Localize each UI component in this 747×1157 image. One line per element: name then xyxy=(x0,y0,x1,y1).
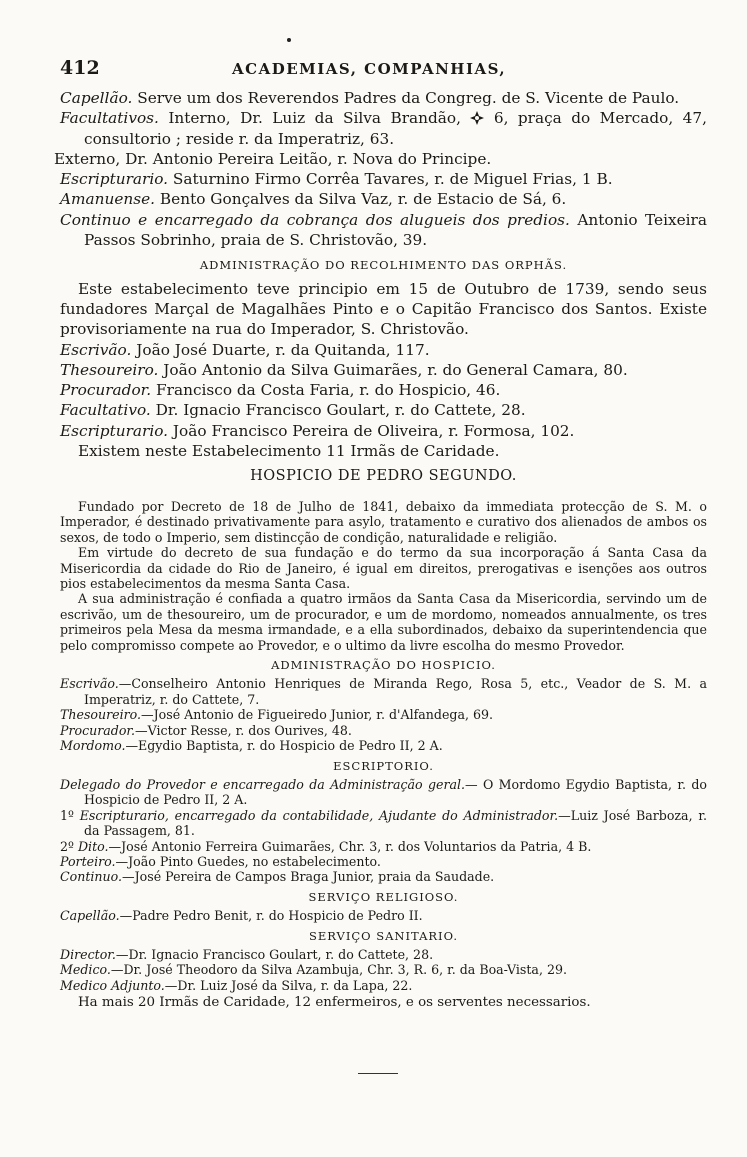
hospicio-title: HOSPICIO DE PEDRO SEGUNDO. xyxy=(250,468,517,485)
entry-text: Saturnino Firmo Corrêa Tavares, r. de Miguel Frias, 1 B. xyxy=(172,170,613,189)
sanitario-entry xyxy=(60,962,707,977)
entry-facultativo xyxy=(60,400,707,420)
entry-role: Procurador.— xyxy=(60,722,148,738)
entry-text: Antonio Teixeira Passos Sobrinho, praia de S. Christovão, 39. xyxy=(84,210,707,250)
entry-prefix: 2º xyxy=(60,838,74,854)
academia-section xyxy=(54,88,707,491)
order-emblem-icon xyxy=(470,111,484,125)
entry-continuo xyxy=(60,210,707,251)
entry-text: José Antonio de Figueiredo Junior, r. d'Alfandega, 69. xyxy=(153,707,493,723)
entry-text: Dr. Ignacio Francisco Goulart, r. do Cattete, 28. xyxy=(155,401,526,420)
entry-role: Dito.— xyxy=(77,838,122,854)
escriptorio-entry xyxy=(60,808,707,839)
entry-escrivao xyxy=(60,340,707,360)
section-heading: ESCRIPTORIO. xyxy=(333,758,434,773)
entry-text: Externo, Dr. Antonio Pereira Leitão, r. Nova do Principe. xyxy=(54,149,492,168)
entry-role: Facultativo. xyxy=(60,401,151,420)
entry-role: Medico.— xyxy=(60,962,124,978)
entry-text: — O Mordomo Egydio Baptista, r. do Hospicio de Pedro II, 2 A. xyxy=(84,776,707,808)
entry-role: Mordomo.— xyxy=(60,738,139,754)
entry-text: Padre Pedro Benit, r. do Hospicio de Pedro II. xyxy=(132,908,423,924)
entry-text: Conselheiro Antonio Henriques de Miranda Rego, Rosa 5, etc., Veador de S. M. a Imperatriz, r. do Cattete, 7. xyxy=(84,676,707,707)
entry-amanuense xyxy=(60,189,707,209)
entry-role: Continuo.— xyxy=(60,869,135,885)
entry-text: Interno, Dr. Luiz da Silva Brandão, xyxy=(168,109,461,128)
entry-capellao xyxy=(60,88,707,108)
entry-externo xyxy=(54,149,707,169)
page-number: 412 xyxy=(60,57,100,79)
escriptorio-entry xyxy=(60,869,707,884)
sanitario-entry xyxy=(60,978,707,993)
entry-escripturario xyxy=(60,169,707,189)
entry-role: Capellão. xyxy=(60,89,133,107)
entry-role: Director.— xyxy=(60,946,129,962)
entry-thesoureiro xyxy=(60,360,707,380)
entry-procurador xyxy=(60,380,707,400)
section-heading: ADMINISTRAÇÃO DO RECOLHIMENTO DAS ORPHÃS. xyxy=(199,258,568,273)
entry-role: Medico Adjunto.— xyxy=(60,977,178,993)
admin-entry xyxy=(60,676,707,707)
entry-text: Francisco da Costa Faria, r. do Hospicio, 46. xyxy=(156,381,501,400)
entry-text: José Pereira de Campos Braga Junior, praia da Saudade. xyxy=(134,869,495,885)
entry-text: Dr. Ignacio Francisco Goulart, r. do Cattete, 28. xyxy=(128,946,434,962)
entry-text: —Luiz José Barboza, r. da Passagem, 81. xyxy=(84,807,708,839)
entry-text: Dr. Luiz José da Silva, r. da Lapa, 22. xyxy=(177,977,413,993)
admin-entry xyxy=(60,738,707,753)
escriptorio-entry xyxy=(60,777,707,808)
entry-role: Escrivão. xyxy=(60,340,132,359)
sanitario-entry xyxy=(60,947,707,962)
entry-text: João Francisco Pereira de Oliveira, r. Formosa, 102. xyxy=(172,421,575,440)
entry-text: Dr. José Theodoro da Silva Azambuja, Chr. 3, R. 6, r. da Boa-Vista, 29. xyxy=(123,962,567,978)
entry-role: Thesoureiro. xyxy=(60,360,159,379)
entry-text: Victor Resse, r. dos Ourives, 48. xyxy=(147,722,352,738)
entry-text: Bento Gonçalves da Silva Vaz, r. de Estacio de Sá, 6. xyxy=(159,190,567,209)
religioso-entry xyxy=(60,908,707,923)
hospicio-paragraph: Fundado por Decreto de 18 de Julho de 1841, debaixo da immediata protecção de S. M. o Imperador, é destinado privativamente para asylo, tratamento e curativo dos alienados de ambos os sexos, de todo o Imperio, sem distincção de condição, naturalidade e religião. xyxy=(60,499,707,545)
entry-role: Thesoureiro.— xyxy=(60,707,154,723)
end-rule xyxy=(358,1073,398,1074)
entry-text: Serve um dos Reverendos Padres da Congreg. de S. Vicente de Paulo. xyxy=(137,89,680,107)
recolhimento-intro: Este estabelecimento teve principio em 15 de Outubro de 1739, sendo seus fundadores Marçal de Magalhães Pinto e o Capitão Francisco dos Santos. Existe provisoriamente na rua do Imperador, S. Christovão. xyxy=(60,279,707,339)
escriptorio-entry xyxy=(60,839,707,854)
entry-escripturario xyxy=(60,421,707,441)
entry-role: Delegado do Provedor e encarregado da Administração geral. xyxy=(60,776,466,792)
entry-role: Procurador. xyxy=(60,381,152,400)
hospicio-paragraph: A sua administração é confiada a quatro irmãos da Santa Casa da Misericordia, servindo um de escrivão, um de thesoureiro, um de procurador, e um de mordomo, nomeados annualmente, os tres primeiros pela Mesa da mesma irmandade, e a ella subordinados, debaixo da superintendencia que pelo compromisso compete ao Provedor, e o ultimo da livre escolha do mesmo Provedor. xyxy=(60,591,707,653)
running-title: ACADEMIAS, COMPANHIAS, xyxy=(232,60,507,78)
entry-text: João Antonio da Silva Guimarães, r. do General Camara, 80. xyxy=(163,360,628,379)
admin-entry xyxy=(60,707,707,722)
entry-text: João José Duarte, r. da Quitanda, 117. xyxy=(136,340,430,359)
hospicio-section xyxy=(60,499,707,1011)
entry-facultativos xyxy=(60,108,707,149)
escriptorio-entry xyxy=(60,854,707,869)
recolhimento-closing: Existem neste Estabelecimento 11 Irmãs de Caridade. xyxy=(78,442,500,461)
entry-text: 6, praça do Mercado, 47, consultorio ; reside r. da Imperatriz, 63. xyxy=(84,109,707,148)
entry-text: Egydio Baptista, r. do Hospicio de Pedro II, 2 A. xyxy=(138,738,443,754)
entry-prefix: 1º xyxy=(60,807,74,823)
entry-role: Amanuense. xyxy=(60,190,156,209)
entry-text: João Pinto Guedes, no estabelecimento. xyxy=(128,853,381,869)
entry-role: Escripturario. xyxy=(60,421,169,440)
print-mark xyxy=(287,38,291,42)
entry-role: Escrivão.— xyxy=(60,676,132,692)
hospicio-closing: Ha mais 20 Irmãs de Caridade, 12 enfermeiros, e os serventes necessarios. xyxy=(78,995,591,1011)
entry-role: Porteiro.— xyxy=(60,853,129,869)
section-heading: SERVIÇO RELIGIOSO. xyxy=(308,889,459,904)
entry-role: Continuo e encarregado da cobrança dos alugueis dos predios. xyxy=(60,210,570,229)
admin-entry xyxy=(60,723,707,738)
entry-role: Escripturario. xyxy=(60,170,169,189)
entry-text: José Antonio Ferreira Guimarães, Chr. 3, r. dos Voluntarios da Patria, 4 B. xyxy=(121,838,592,854)
entry-role: Capellão.— xyxy=(60,908,133,924)
section-heading: SERVIÇO SANITARIO. xyxy=(309,928,458,943)
page-header xyxy=(60,57,707,83)
entry-role: Escripturario, encarregado da contabilidade, Ajudante do Administrador. xyxy=(79,807,559,823)
section-heading: ADMINISTRAÇÃO DO HOSPICIO. xyxy=(271,658,496,673)
entry-role: Facultativos. xyxy=(60,109,159,128)
hospicio-paragraph: Em virtude do decreto de sua fundação e do termo da sua incorporação á Santa Casa da Misericordia da cidade do Rio de Janeiro, é igual em direitos, prerogativas e isenções aos outros pios estabelecimentos da mesma Santa Casa. xyxy=(60,545,707,592)
